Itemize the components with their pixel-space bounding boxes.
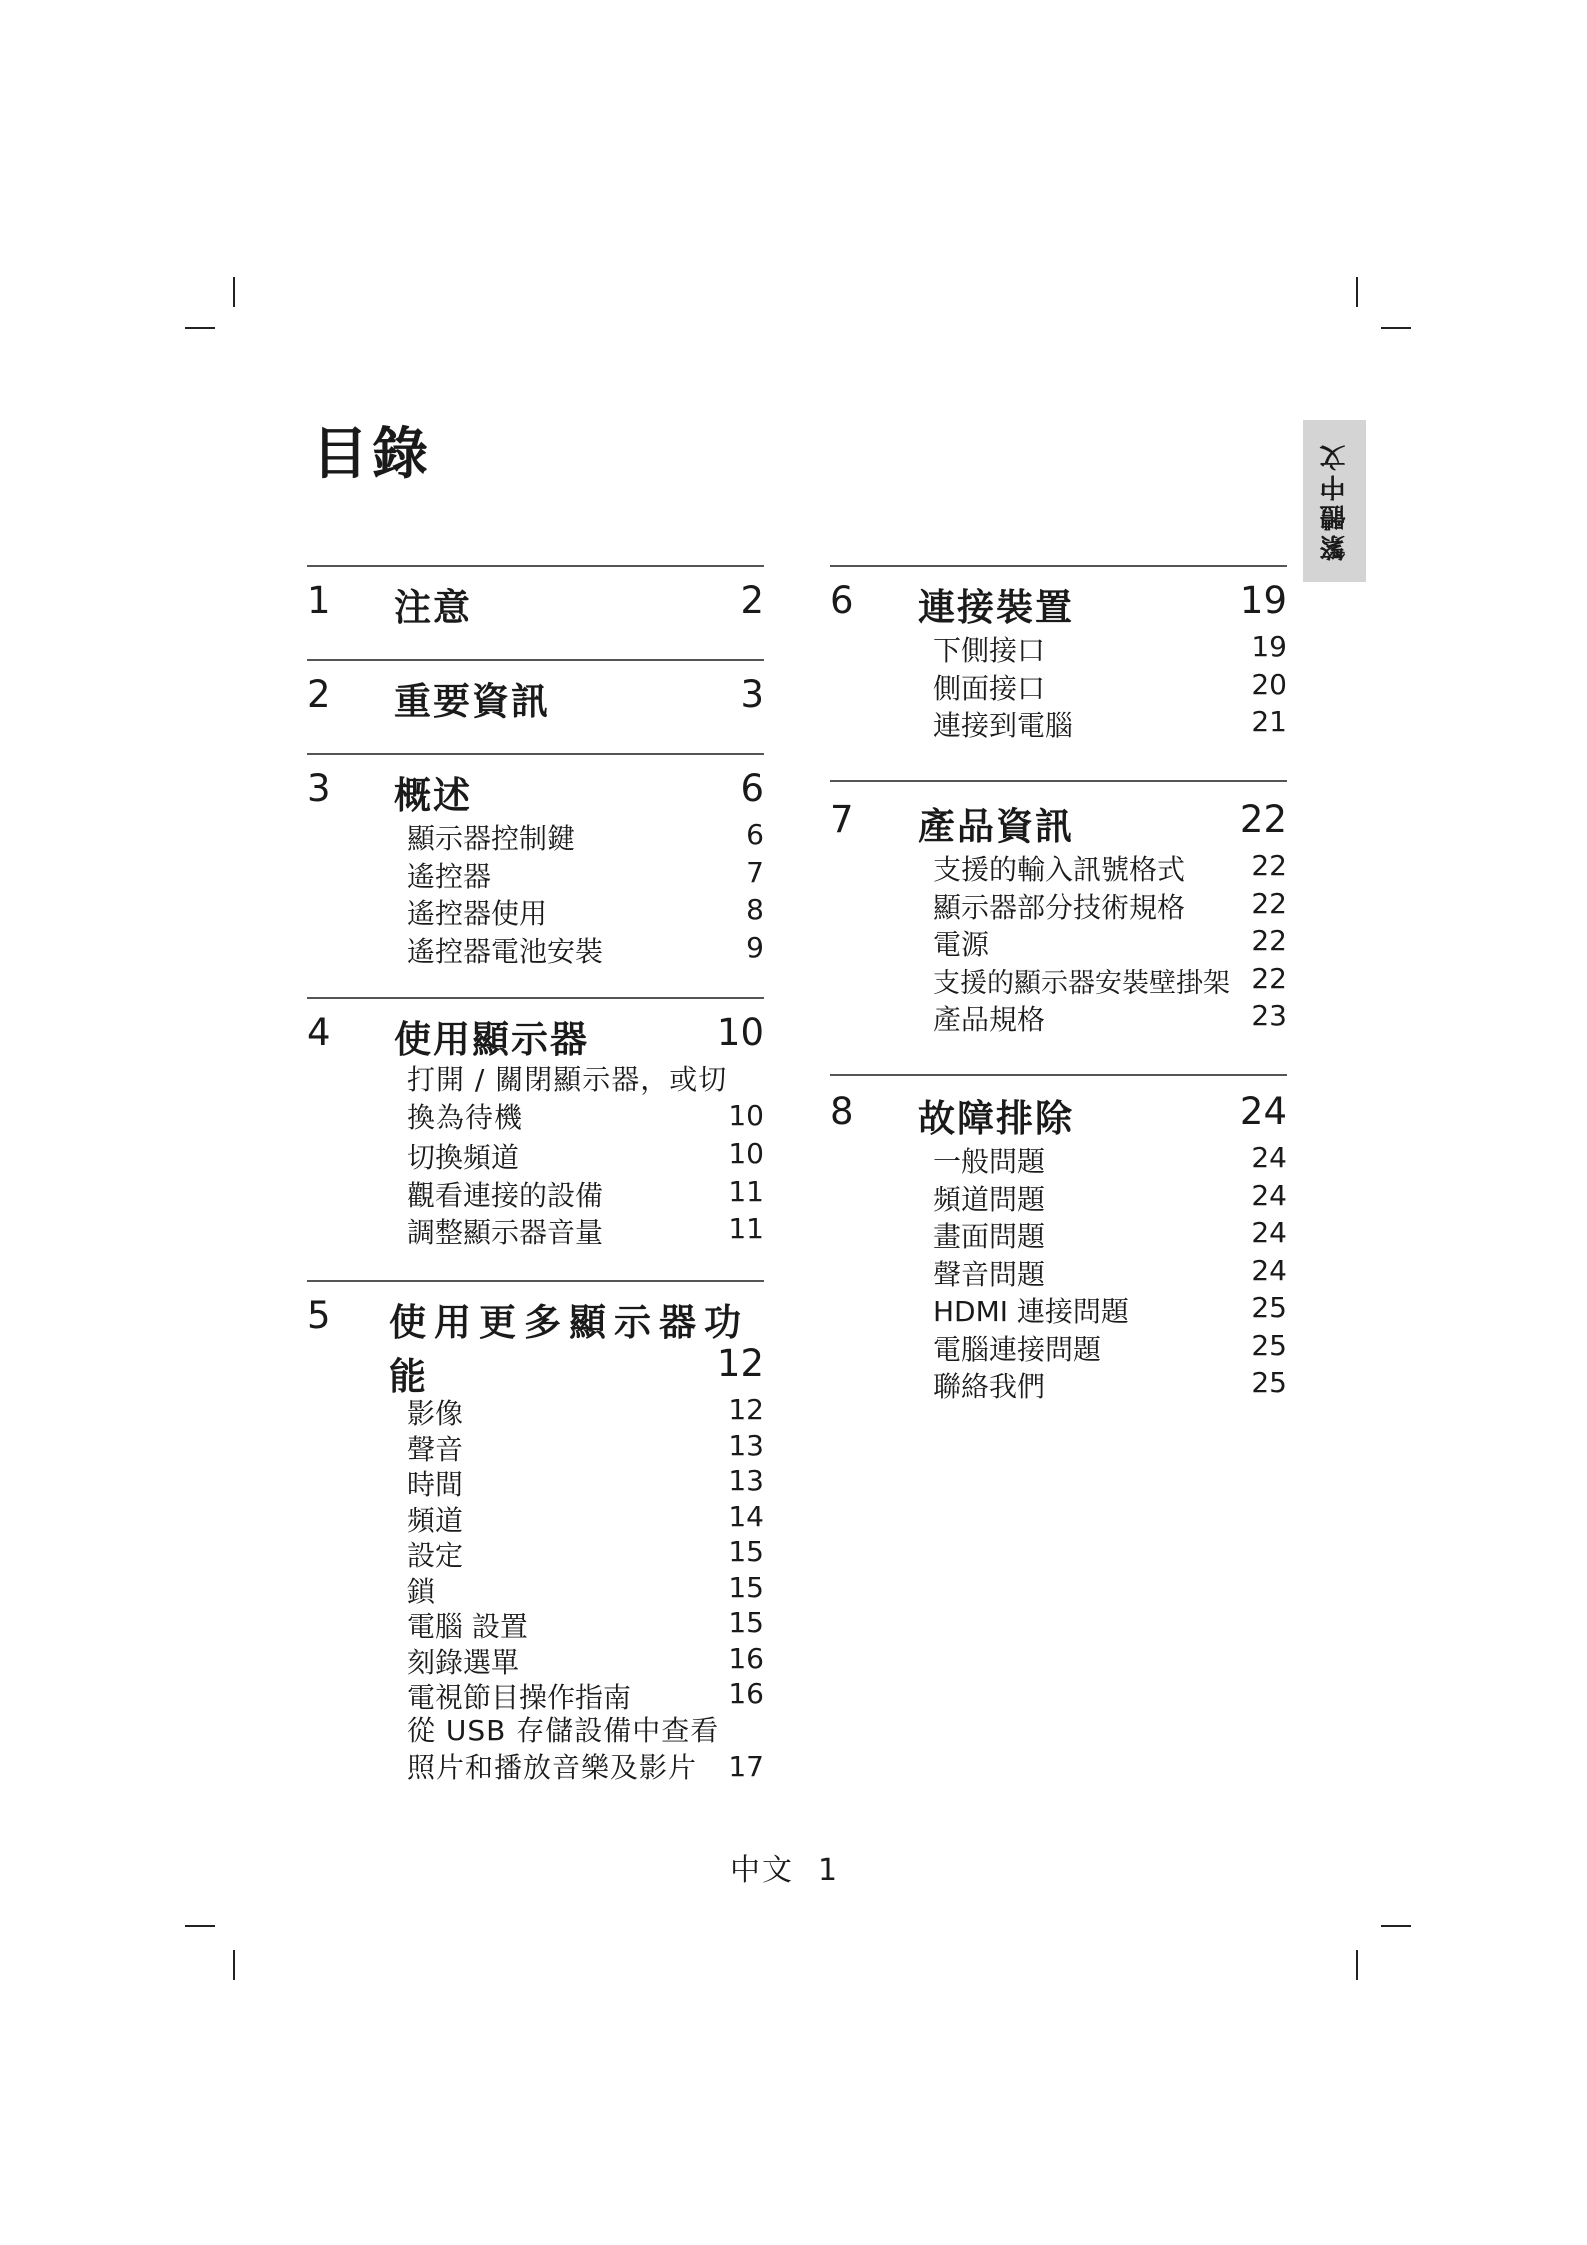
chapter-number: 4 (307, 1011, 331, 1054)
entry-page: 17 (728, 1749, 764, 1783)
entry-title: 顯示器控制鍵 (407, 822, 576, 855)
entry-title: 遙控器 (407, 859, 492, 893)
chapter-page: 3 (740, 673, 764, 716)
toc-chapter-7 (830, 780, 1287, 1074)
entry-title: 從 USB 存儲設備中查看照片和播放音樂及影片 (407, 1713, 720, 1784)
entry-page: 11 (728, 1174, 764, 1208)
chapter-page: 24 (1239, 1090, 1287, 1133)
entry-page: 19 (1251, 630, 1287, 663)
toc-entry[interactable] (307, 1390, 764, 1430)
entry-title: 打開 / 關閉顯示器，或切換為待機 (407, 1063, 728, 1134)
entry-title: 支援的顯示器安裝壁掛架 (933, 967, 1230, 999)
toc-entry[interactable] (830, 1213, 1287, 1251)
crop-mark (1356, 277, 1358, 307)
chapter-number: 6 (830, 579, 854, 622)
entry-page: 10 (728, 1137, 764, 1170)
entry-title: 觀看連接的設備 (407, 1178, 604, 1212)
crop-mark (185, 1925, 215, 1927)
toc-chapter-5 (307, 1280, 764, 1785)
crop-mark (1381, 327, 1411, 329)
entry-title: 鎖 (407, 1574, 436, 1608)
toc-entry[interactable] (307, 1134, 764, 1172)
entry-title: 時間 (407, 1468, 464, 1501)
toc-entry[interactable] (830, 1288, 1287, 1326)
toc-entry[interactable] (307, 815, 764, 853)
chapter-title[interactable]: 注意 (394, 586, 472, 629)
chapter-number: 1 (307, 579, 331, 622)
entry-title: 刻錄選單 (407, 1645, 520, 1679)
entry-title: 頻道 (407, 1503, 464, 1537)
toc-entry[interactable] (830, 996, 1287, 1034)
entry-page: 21 (1251, 705, 1287, 738)
toc-entry[interactable] (307, 1059, 764, 1134)
entry-title: 產品規格 (933, 1003, 1046, 1036)
entry-page: 14 (728, 1499, 764, 1533)
toc-entry[interactable] (307, 1639, 764, 1679)
toc-left-column (307, 565, 764, 1785)
entry-page: 20 (1251, 667, 1287, 701)
chapter-page: 12 (716, 1342, 764, 1385)
entry-title: HDMI 連接問題 (933, 1295, 1129, 1328)
entry-page: 9 (746, 930, 764, 964)
entry-page: 13 (728, 1428, 764, 1462)
entry-title: 聲音問題 (933, 1257, 1046, 1291)
entry-page: 25 (1251, 1291, 1287, 1324)
entry-title: 切換頻道 (407, 1141, 520, 1174)
toc-entry[interactable] (830, 921, 1287, 959)
toc-entry[interactable] (830, 702, 1287, 740)
entry-page: 16 (728, 1677, 764, 1710)
chapter-title[interactable]: 產品資訊 (918, 805, 1074, 848)
entry-title: 頻道問題 (933, 1182, 1046, 1216)
page-title: 目錄 (312, 422, 432, 487)
toc-chapter-1 (307, 565, 764, 659)
crop-mark (1381, 1925, 1411, 1927)
toc-entry[interactable] (830, 959, 1287, 997)
entry-title: 支援的輸入訊號格式 (933, 853, 1186, 886)
entry-page: 16 (728, 1641, 764, 1675)
entry-page: 22 (1251, 849, 1287, 882)
toc-entry[interactable] (830, 1138, 1287, 1176)
toc-entry[interactable] (307, 928, 764, 966)
toc-entry[interactable] (307, 890, 764, 928)
toc-entry[interactable] (307, 1603, 764, 1643)
chapter-number: 3 (307, 767, 331, 810)
entry-title: 側面接口 (933, 671, 1046, 705)
toc-entry[interactable] (307, 853, 764, 891)
chapter-number: 8 (830, 1090, 854, 1133)
toc-entry[interactable] (307, 1426, 764, 1466)
entry-title: 遙控器電池安裝 (407, 934, 604, 968)
entry-title: 連接到電腦 (933, 709, 1074, 742)
entry-page: 11 (728, 1212, 764, 1245)
chapter-title[interactable]: 使用更多顯示器功能 (389, 1301, 749, 1398)
chapter-page: 10 (716, 1011, 764, 1054)
toc-entry[interactable] (830, 627, 1287, 665)
toc-entry[interactable] (830, 1251, 1287, 1289)
toc-chapter-2 (307, 659, 764, 753)
entry-title: 一般問題 (933, 1145, 1046, 1178)
entry-page: 10 (728, 1099, 764, 1132)
entry-page: 24 (1251, 1253, 1287, 1287)
entry-page: 8 (746, 893, 764, 926)
entry-title: 畫面問題 (933, 1220, 1046, 1253)
entry-page: 25 (1251, 1328, 1287, 1362)
chapter-title[interactable]: 概述 (394, 774, 472, 817)
toc-entry[interactable] (307, 1532, 764, 1572)
chapter-number: 7 (830, 798, 854, 841)
entry-page: 22 (1251, 886, 1287, 920)
entry-title: 影像 (407, 1397, 464, 1430)
entry-page: 24 (1251, 1216, 1287, 1249)
toc-entry[interactable] (307, 1568, 764, 1608)
toc-chapter-4 (307, 997, 764, 1280)
chapter-title[interactable]: 使用顯示器 (394, 1018, 589, 1061)
toc-entry[interactable] (830, 1326, 1287, 1364)
crop-mark (185, 327, 215, 329)
entry-title: 聯絡我們 (933, 1370, 1046, 1403)
entry-page: 22 (1251, 961, 1287, 995)
entry-page: 12 (728, 1393, 764, 1426)
toc-entry[interactable] (307, 1172, 764, 1210)
chapter-title[interactable]: 重要資訊 (394, 680, 550, 723)
chapter-page: 22 (1239, 798, 1287, 841)
chapter-title[interactable]: 故障排除 (918, 1097, 1074, 1140)
entry-title: 電源 (933, 928, 990, 961)
entry-title: 下側接口 (933, 634, 1046, 667)
toc-entry[interactable] (307, 1674, 764, 1714)
toc-chapter-6 (830, 565, 1287, 780)
chapter-page: 6 (740, 767, 764, 810)
entry-page: 23 (1251, 999, 1287, 1032)
entry-page: 24 (1251, 1178, 1287, 1212)
entry-title: 顯示器部分技術規格 (933, 890, 1186, 924)
entry-page: 7 (746, 855, 764, 889)
page-number: 1 (818, 1853, 840, 1888)
entry-title: 遙控器使用 (407, 897, 548, 930)
toc-entry[interactable] (830, 1176, 1287, 1214)
language-tab-label: 繁體中文 (1320, 441, 1350, 561)
toc-entry[interactable] (830, 884, 1287, 922)
entry-page: 15 (728, 1535, 764, 1568)
page-footer (730, 1845, 839, 1889)
entry-title: 電腦 設置 (407, 1610, 528, 1643)
entry-title: 電視節目操作指南 (407, 1681, 632, 1714)
entry-page: 15 (728, 1570, 764, 1604)
entry-page: 15 (728, 1606, 764, 1639)
chapter-number: 2 (307, 673, 331, 716)
entry-page: 22 (1251, 924, 1287, 957)
crop-mark (233, 1950, 235, 1980)
chapter-title[interactable]: 連接裝置 (918, 586, 1074, 629)
entry-title: 電腦連接問題 (933, 1332, 1102, 1366)
entry-title: 設定 (407, 1539, 464, 1572)
chapter-number: 5 (307, 1294, 331, 1337)
entry-title: 聲音 (407, 1432, 464, 1466)
toc-right-column (830, 565, 1287, 1401)
entry-page: 13 (728, 1464, 764, 1497)
entry-title: 調整顯示器音量 (407, 1216, 604, 1249)
toc-entry[interactable] (830, 665, 1287, 703)
toc-chapter-3 (307, 753, 764, 997)
toc-entry[interactable] (830, 846, 1287, 884)
footer-language: 中文 (730, 1853, 794, 1888)
chapter-page: 2 (740, 579, 764, 622)
crop-mark (233, 277, 235, 307)
toc-entry[interactable] (307, 1461, 764, 1501)
entry-page: 24 (1251, 1141, 1287, 1174)
toc-entry[interactable] (307, 1209, 764, 1247)
toc-entry[interactable] (307, 1710, 764, 1785)
crop-mark (1356, 1950, 1358, 1980)
entry-page: 25 (1251, 1366, 1287, 1399)
toc-entry[interactable] (830, 1363, 1287, 1401)
chapter-page: 19 (1239, 579, 1287, 622)
entry-page: 6 (746, 818, 764, 851)
toc-chapter-8 (830, 1074, 1287, 1401)
toc-entry[interactable] (307, 1497, 764, 1537)
language-tab (1303, 420, 1366, 582)
